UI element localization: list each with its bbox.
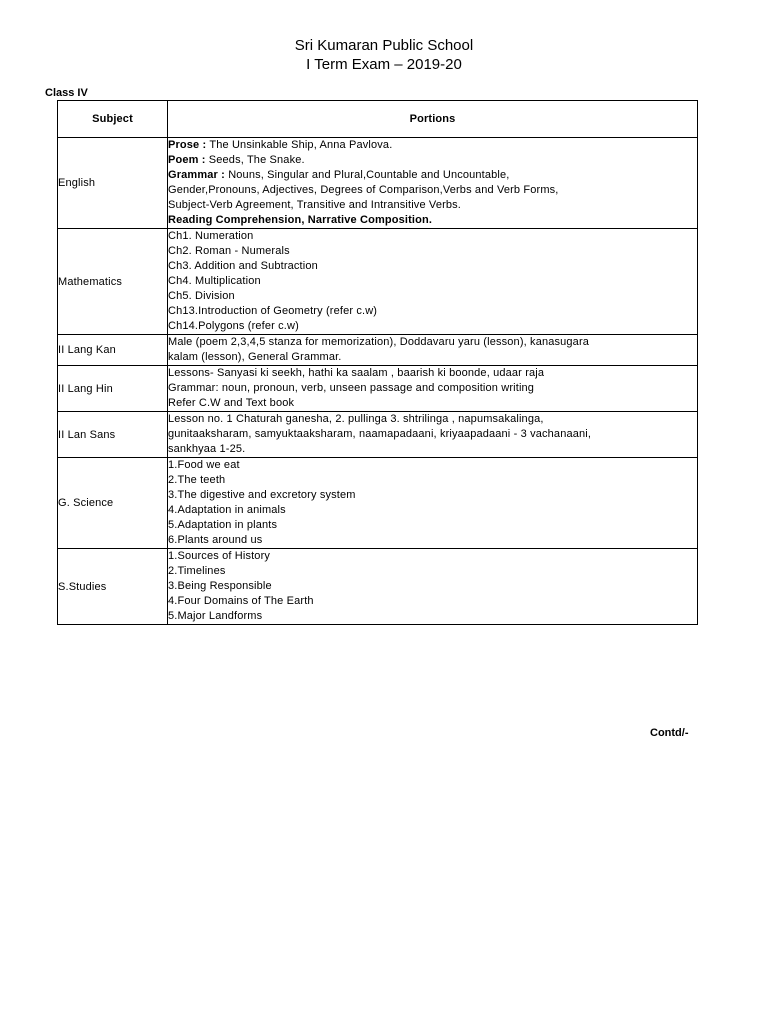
- portion-line: [168, 594, 697, 609]
- portion-line: [168, 412, 697, 427]
- portion-line-text: Ch3. Addition and Subtraction: [168, 260, 318, 272]
- contd-label: Contd/-: [650, 727, 689, 739]
- portion-line-text: 1.Food we eat: [168, 459, 240, 471]
- portion-line-text: Grammar: noun, pronoun, verb, unseen passage and composition writing: [168, 382, 535, 394]
- portion-line-text: 1.Sources of History: [168, 550, 271, 562]
- portion-line-text: 2.The teeth: [168, 474, 226, 486]
- portion-line: [168, 427, 697, 442]
- portion-line: [168, 579, 697, 594]
- portion-line: [168, 168, 697, 183]
- table-row: [58, 412, 698, 458]
- portion-line-text: 3.The digestive and excretory system: [168, 489, 356, 501]
- portion-line-text: Gender,Pronouns, Adjectives, Degrees of Comparison,Verbs and Verb Forms,: [168, 184, 559, 196]
- subject-cell: II Lang Kan: [58, 335, 168, 366]
- portion-line: [168, 442, 697, 457]
- portion-line: [168, 381, 697, 396]
- portion-line-text: The Unsinkable Ship, Anna Pavlova.: [206, 139, 393, 151]
- portion-line: [168, 198, 697, 213]
- portion-line: [168, 274, 697, 289]
- portion-line-label: Grammar :: [168, 169, 225, 181]
- table-row: [58, 549, 698, 625]
- portion-line: [168, 319, 697, 334]
- subject-cell: English: [58, 138, 168, 229]
- exam-title: I Term Exam – 2019-20: [306, 56, 462, 73]
- portion-line: [168, 503, 697, 518]
- portions-cell: [168, 549, 698, 625]
- portions-table: [57, 100, 698, 625]
- portion-line-text: kalam (lesson), General Grammar.: [168, 351, 342, 363]
- portion-line-text: 4.Four Domains of The Earth: [168, 595, 314, 607]
- table-row: [58, 229, 698, 335]
- portion-line-text: Refer C.W and Text book: [168, 397, 295, 409]
- portion-line-text: gunitaaksharam, samyuktaaksharam, naamapadaani, kriyaapadaani - 3 vachanaani,: [168, 428, 592, 440]
- portion-line-text: 5.Adaptation in plants: [168, 519, 278, 531]
- portion-line-text: Seeds, The Snake.: [205, 154, 305, 166]
- subject-cell: S.Studies: [58, 549, 168, 625]
- portion-line: [168, 244, 697, 259]
- portions-cell: [168, 138, 698, 229]
- portion-line-label: Poem :: [168, 154, 206, 166]
- portion-line: [168, 213, 697, 228]
- portion-line: [168, 335, 697, 350]
- table-header-row: [58, 101, 698, 138]
- portion-line: [168, 350, 697, 365]
- portion-line: [168, 488, 697, 503]
- portion-line-label: Reading Comprehension, Narrative Composition.: [168, 214, 433, 226]
- portion-line: [168, 473, 697, 488]
- portions-cell: [168, 229, 698, 335]
- portion-line: [168, 533, 697, 548]
- portion-line-text: 5.Major Landforms: [168, 610, 263, 622]
- table-row: [58, 366, 698, 412]
- portion-line: [168, 153, 697, 168]
- portion-line: [168, 229, 697, 244]
- portion-line-text: 6.Plants around us: [168, 534, 263, 546]
- portion-line-text: Ch14.Polygons (refer c.w): [168, 320, 299, 332]
- school-name: Sri Kumaran Public School: [294, 37, 474, 54]
- portion-line: [168, 138, 697, 153]
- portions-cell: [168, 366, 698, 412]
- table-row: [58, 138, 698, 229]
- portion-line: [168, 366, 697, 381]
- portion-line-text: Ch5. Division: [168, 290, 235, 302]
- portion-line-text: 2.Timelines: [168, 565, 226, 577]
- portions-cell: [168, 412, 698, 458]
- portion-line-text: 4.Adaptation in animals: [168, 504, 286, 516]
- subject-cell: II Lang Hin: [58, 366, 168, 412]
- portion-line-text: Nouns, Singular and Plural,Countable and Uncountable,: [224, 169, 510, 181]
- portion-line: [168, 609, 697, 624]
- subject-column-header: Subject: [58, 101, 168, 138]
- portion-line: [168, 549, 697, 564]
- portion-line-text: Lessons- Sanyasi ki seekh, hathi ka saalam , baarish ki boonde, udaar raja: [168, 367, 545, 379]
- portion-line: [168, 183, 697, 198]
- portion-line-text: Ch13.Introduction of Geometry (refer c.w): [168, 305, 378, 317]
- portion-line-text: Ch1. Numeration: [168, 230, 254, 242]
- subject-cell: Mathematics: [58, 229, 168, 335]
- portion-line: [168, 259, 697, 274]
- table-row: [58, 458, 698, 549]
- portion-line-text: Lesson no. 1 Chaturah ganesha, 2. pullinga 3. shtrilinga , napumsakalinga,: [168, 413, 544, 425]
- portion-line: [168, 564, 697, 579]
- portion-line: [168, 289, 697, 304]
- subject-cell: II Lan Sans: [58, 412, 168, 458]
- portions-cell: [168, 335, 698, 366]
- portion-line-text: Male (poem 2,3,4,5 stanza for memorization), Doddavaru yaru (lesson), kanasugara: [168, 336, 590, 348]
- portion-line: [168, 304, 697, 319]
- table-row: [58, 335, 698, 366]
- portion-line-text: Ch4. Multiplication: [168, 275, 261, 287]
- portion-line-label: Prose :: [168, 139, 207, 151]
- portion-line-text: Subject-Verb Agreement, Transitive and Intransitive Verbs.: [168, 199, 462, 211]
- portion-line-text: 3.Being Responsible: [168, 580, 272, 592]
- portion-line-text: Ch2. Roman - Numerals: [168, 245, 290, 257]
- subject-cell: G. Science: [58, 458, 168, 549]
- portion-line-text: sankhyaa 1-25.: [168, 443, 246, 455]
- portions-column-header: Portions: [168, 101, 698, 138]
- portion-line: [168, 518, 697, 533]
- table-body: [58, 138, 698, 625]
- portion-line: [168, 396, 697, 411]
- portion-line: [168, 458, 697, 473]
- class-label: Class IV: [45, 87, 88, 99]
- portions-cell: [168, 458, 698, 549]
